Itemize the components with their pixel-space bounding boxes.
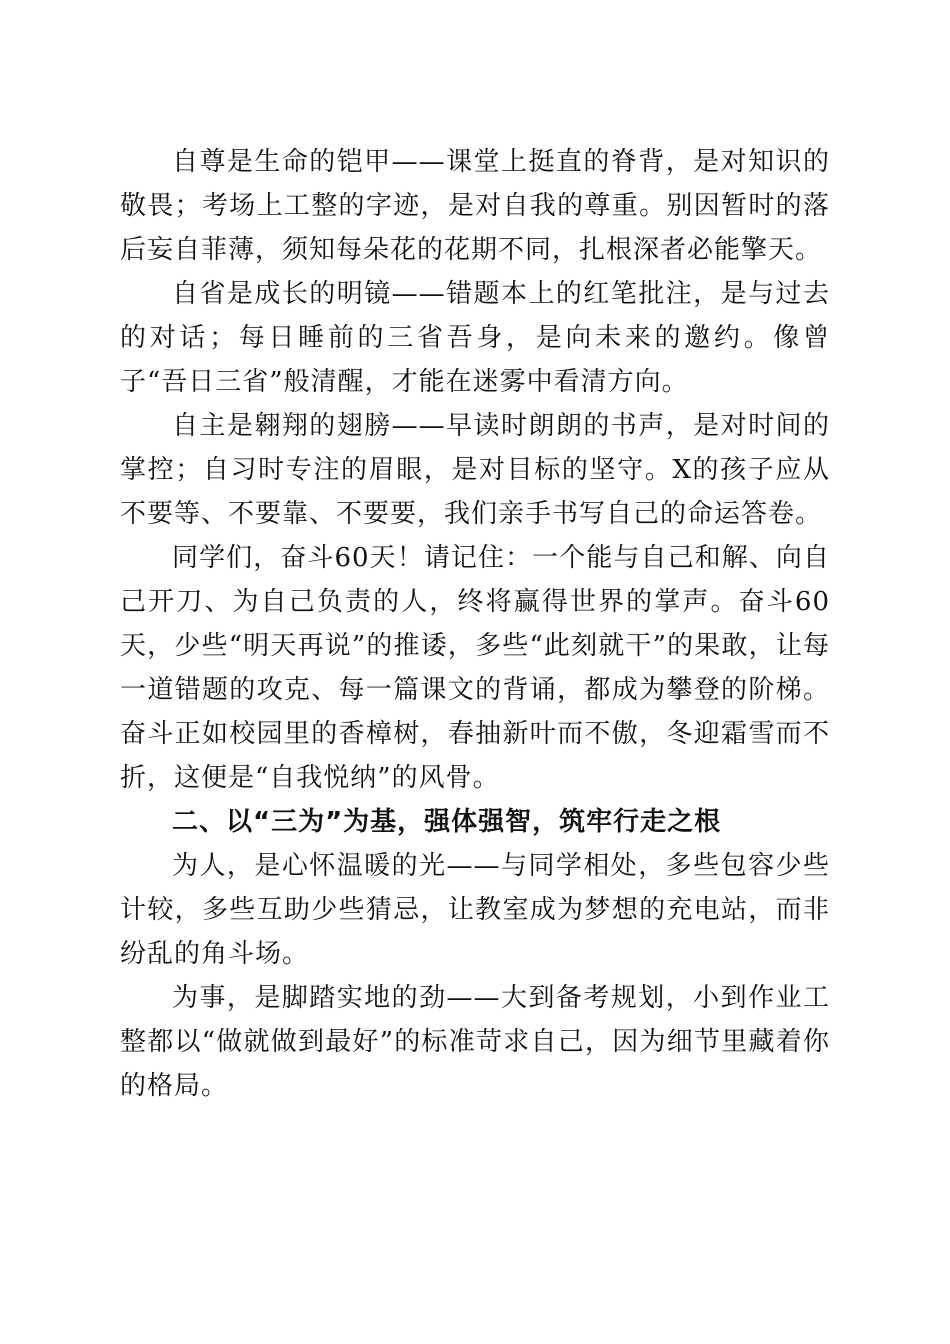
document-body xyxy=(120,140,830,1108)
paragraph-self-respect: 自尊是生命的铠甲——课堂上挺直的脊背，是对知识的敬畏；考场上工整的字迹，是对自我的尊重。别因暂时的落后妄自菲薄，须知每朵花的花期不同，扎根深者必能擎天。 xyxy=(120,147,830,265)
paragraph-sixty-days: 同学们，奋斗60天！请记住：一个能与自己和解、向自己开刀、为自己负责的人，终将赢得世界的掌声。奋斗60天，少些“明天再说”的推诿，多些“此刻就干”的果敢，让每一道错题的攻克、每一篇课文的背诵，都成为攀登的阶梯。奋斗正如校园里的香樟树，春抽新叶而不傲，冬迎霜雪而不折，这便是“自我悦纳”的风骨。 xyxy=(120,543,830,793)
paragraph-self-reflection: 自省是成长的明镜——错题本上的红笔批注，是与过去的对话；每日睡前的三省吾身，是向未来的邀约。像曾子“吾日三省”般清醒，才能在迷雾中看清方向。 xyxy=(120,279,830,397)
paragraph-doing-things: 为事，是脚踏实地的劲——大到备考规划，小到作业工整都以“做就做到最好”的标准苛求自己，因为细节里藏着你的格局。 xyxy=(120,983,830,1101)
paragraph-being-a-person: 为人，是心怀温暖的光——与同学相处，多些包容少些计较，多些互助少些猜忌，让教室成为梦想的充电站，而非纷乱的角斗场。 xyxy=(120,851,830,969)
section-heading: 二、以“三为”为基，强体强智，筑牢行走之根 xyxy=(172,807,722,837)
paragraph-self-reliance: 自主是翱翔的翅膀——早读时朗朗的书声，是对时间的掌控；自习时专注的眉眼，是对目标的坚守。X的孩子应从不要等、不要靠、不要要，我们亲手书写自己的命运答卷。 xyxy=(120,411,830,529)
